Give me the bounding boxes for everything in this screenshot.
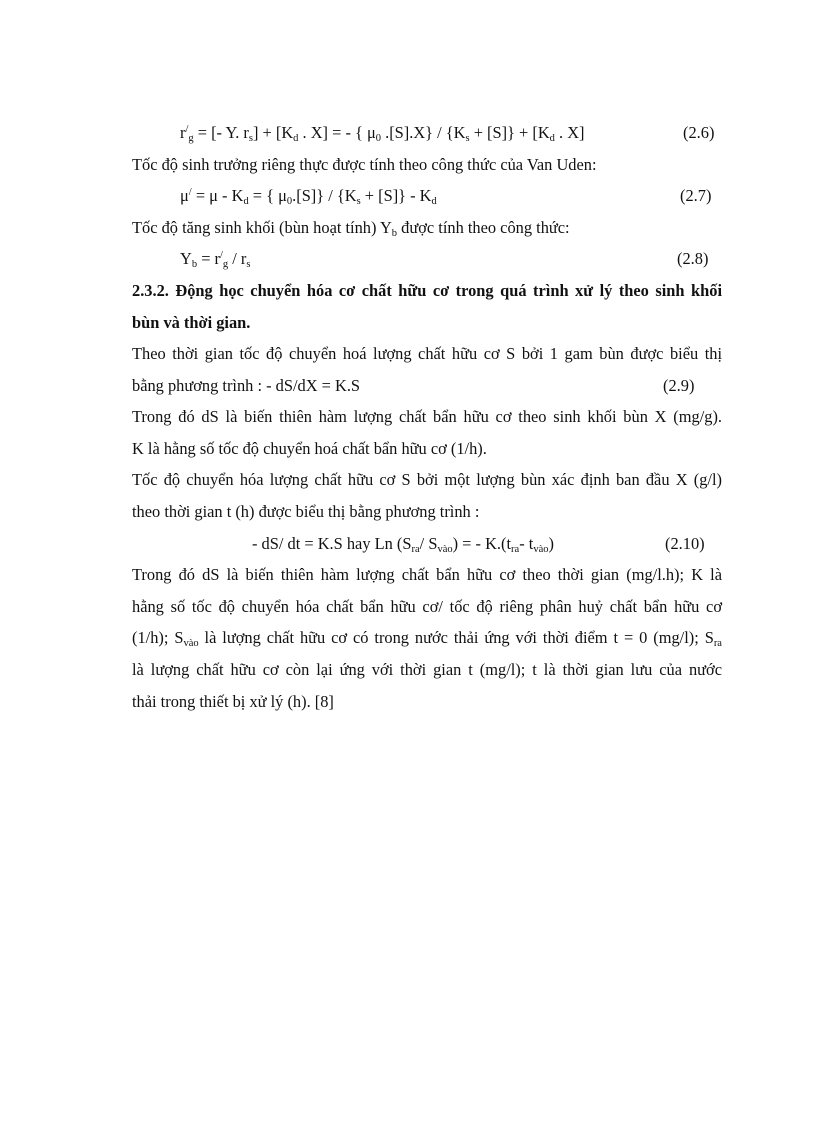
paragraph-4-line-4: là lượng chất hữu cơ còn lại ứng với thời gian t (mg/l); t là thời gian lưu của nước bbox=[132, 660, 722, 679]
paragraph-4-line-1: Trong đó dS là biến thiên hàm lượng chất bẩn hữu cơ theo thời gian (mg/l.h); K là bbox=[132, 565, 722, 584]
equation-number-2-8: (2.8) bbox=[677, 249, 709, 268]
paragraph-3-line-2: theo thời gian t (h) được biểu thị bằng phương trình : bbox=[132, 502, 480, 521]
equation-2-6: $r^/_g$ = [- Y. $r_s] + [K_d$ . X] = - { $\mu_0$ $.[S].X\} / \{K_s + [S]\} + [K_d$ . X] bbox=[180, 123, 585, 144]
equation-number-2-6: (2.6) bbox=[683, 123, 715, 142]
paragraph-1-line-2: bằng phương trình : - dS/dX = K.S bbox=[132, 376, 361, 395]
equation-2-10: - dS/ dt = K.S hay Ln ($S_{ra}/$ $S_{vào}$) = - $K.(t_{ra}-$ $t_{vào}$) bbox=[252, 534, 554, 555]
p4-l3-part-b: là lượng chất hữu cơ có trong nước thải ứng với thời điểm t = 0 (mg/l); S bbox=[198, 628, 714, 647]
paragraph-1-line-1: Theo thời gian tốc độ chuyển hoá lượng chất hữu cơ S bởi 1 gam bùn được biểu thị bbox=[132, 344, 722, 363]
paragraph-van-uden: Tốc độ sinh trưởng riêng thực được tính theo công thức của Van Uden: bbox=[132, 155, 597, 174]
p4-l3-part-a: (1/h); S bbox=[132, 628, 184, 647]
paragraph-4-line-2: hằng số tốc độ chuyển hóa chất bẩn hữu cơ/ tốc độ riêng phân huỷ chất bẩn hữu cơ bbox=[132, 597, 722, 616]
paragraph-2-line-2: K là hằng số tốc độ chuyển hoá chất bẩn hữu cơ (1/h). bbox=[132, 439, 487, 458]
yb-text: Tốc độ tăng sinh khối (bùn hoạt tính) Y bbox=[132, 218, 392, 237]
paragraph-yb bbox=[132, 218, 570, 238]
subscript-ra: ra bbox=[713, 638, 722, 649]
equation-2-7: $\mu^/ = \mu - K_d$ = { $\mu_0.[S]\} / \{K_s + [S]\} - K_d$ bbox=[180, 186, 437, 207]
section-heading-line-1: 2.3.2. Động học chuyển hóa cơ chất hữu cơ trong quá trình xử lý theo sinh khối bbox=[132, 281, 722, 300]
yb-text-end: được tính theo công thức: bbox=[397, 218, 570, 237]
paragraph-2-line-1: Trong đó dS là biến thiên hàm lượng chất bẩn hữu cơ theo sinh khối bùn X (mg/g). bbox=[132, 407, 722, 426]
section-heading-line-2: bùn và thời gian. bbox=[132, 313, 251, 332]
paragraph-4-line-5: thải trong thiết bị xử lý (h). [8] bbox=[132, 692, 334, 711]
paragraph-3-line-1: Tốc độ chuyển hóa lượng chất hữu cơ S bởi một lượng bùn xác định ban đầu X (g/l) bbox=[132, 470, 722, 489]
equation-number-2-9: (2.9) bbox=[663, 376, 695, 395]
subscript-vao: vào bbox=[183, 638, 199, 649]
yb-subscript: b bbox=[391, 228, 398, 239]
paragraph-4-line-3 bbox=[132, 628, 722, 648]
equation-number-2-10: (2.10) bbox=[665, 534, 705, 553]
equation-number-2-7: (2.7) bbox=[680, 186, 712, 205]
equation-2-8: $Y_b = r^/_g / r_s$ bbox=[180, 249, 251, 270]
